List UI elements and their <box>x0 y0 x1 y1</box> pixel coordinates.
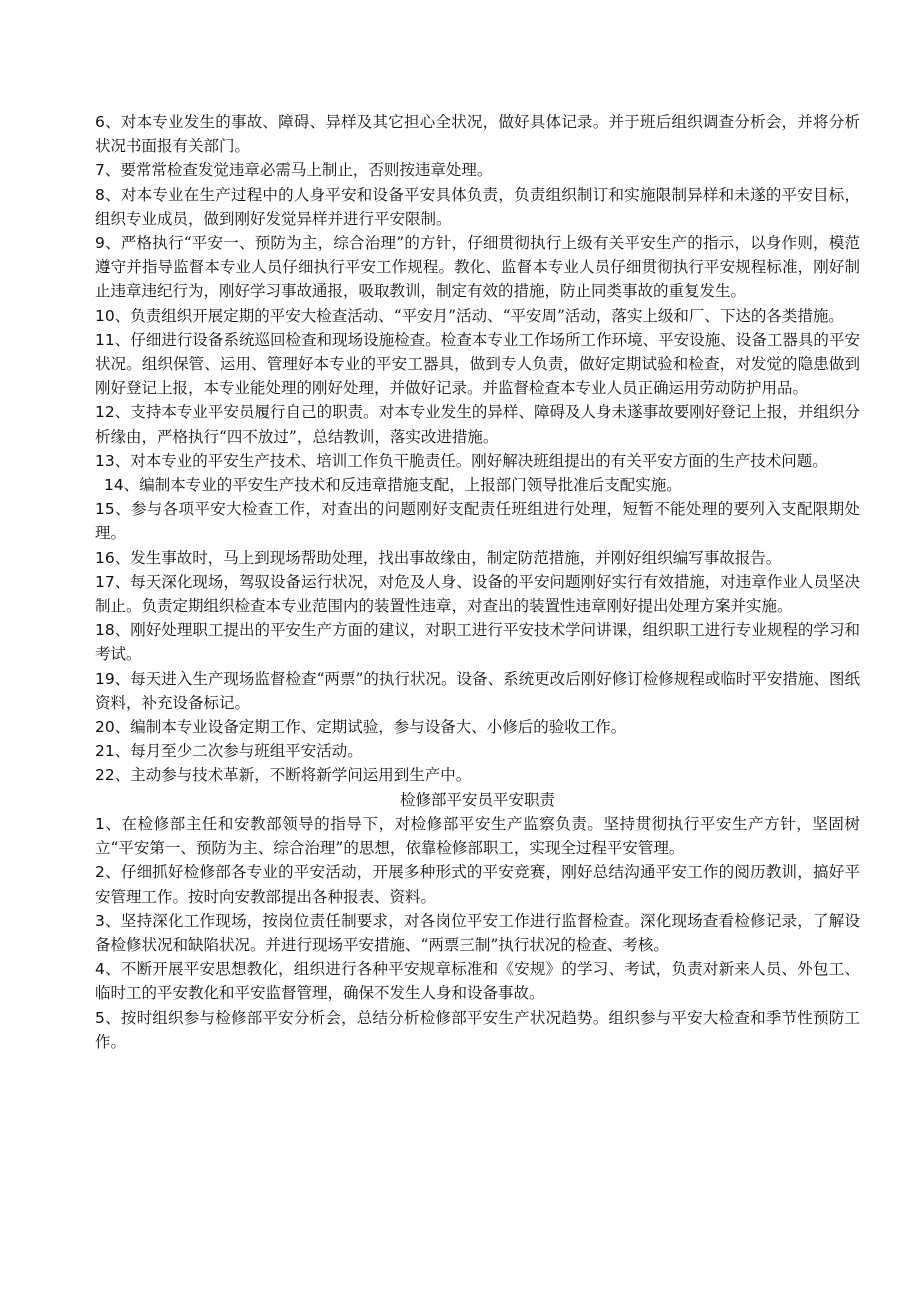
section-title: 检修部平安员平安职责 <box>399 790 555 809</box>
section-safety-officer-duties <box>95 812 860 1054</box>
list-item: 10、负责组织开展定期的平安大检查活动、“平安月”活动、“平安周”活动，落实上级和厂、下达的各类措施。 <box>95 306 844 325</box>
list-item: 13、对本专业的平安生产技术、培训工作负干脆责任。刚好解决班组提出的有关平安方面的生产技术问题。 <box>95 451 828 470</box>
list-item: 5、按时组织参与检修部平安分析会，总结分析检修部平安生产状况趋势。组织参与平安大检查和季节性预防工作。 <box>95 1008 860 1051</box>
list-item: 21、每月至少二次参与班组平安活动。 <box>95 742 363 761</box>
list-item: 2、仔细抓好检修部各专业的平安活动，开展多种形式的平安竞赛，刚好总结沟通平安工作的阅历教训，搞好平安管理工作。按时向安教部提出各种报表、资料。 <box>95 863 860 906</box>
list-item: 8、对本专业在生产过程中的人身平安和设备平安具体负责，负责组织制订和实施限制异样和未遂的平安目标，组织专业成员，做到刚好发觉异样并进行平安限制。 <box>95 185 860 228</box>
list-item: 6、对本专业发生的事故、障碍、异样及其它担心全状况，做好具体记录。并于班后组织调查分析会，并将分析状况书面报有关部门。 <box>95 113 860 156</box>
list-item: 4、不断开展平安思想教化，组织进行各种平安规章标准和《安规》的学习、考试，负责对新来人员、外包工、临时工的平安教化和平安监督管理，确保不发生人身和设备事故。 <box>95 960 860 1003</box>
list-item: 3、坚持深化工作现场，按岗位责任制要求，对各岗位平安工作进行监督检查。深化现场查看检修记录，了解设备检修状况和缺陷状况。并进行现场平安措施、“两票三制”执行状况的检查、考核。 <box>95 911 860 954</box>
list-item: 19、每天进入生产现场监督检查“两票”的执行状况。设备、系统更改后刚好修订检修规程或临时平安措施、图纸资料，补充设备标记。 <box>95 669 860 712</box>
list-item: 9、严格执行“平安一、预防为主，综合治理”的方针，仔细贯彻执行上级有关平安生产的指示，以身作则，模范遵守并指导监督本专业人员仔细执行平安工作规程。教化、监督本专业人员仔细贯彻执行平安规程标准，刚好制止违章违纪行为，刚好学习事故通报，吸取教训，制定有效的措施，防止同类事故的重复发生。 <box>95 234 860 301</box>
list-item: 14、编制本专业的平安生产技术和反违章措施支配，上报部门领导批准后支配实施。 <box>104 476 682 495</box>
list-item: 18、刚好处理职工提出的平安生产方面的建议，对职工进行平安技术学问讲课，组织职工进行专业规程的学习和考试。 <box>95 621 860 664</box>
list-item: 20、编制本专业设备定期工作、定期试验，参与设备大、小修后的验收工作。 <box>95 718 627 737</box>
list-item: 17、每天深化现场，驾驭设备运行状况，对危及人身、设备的平安问题刚好实行有效措施，对违章作业人员坚决制止。负责定期组织检查本专业范围内的装置性违章，对查出的装置性违章刚好提出处理方案并实施。 <box>95 572 860 616</box>
list-item: 22、主动参与技术革新，不断将新学问运用到生产中。 <box>95 766 472 785</box>
list-item: 1、在检修部主任和安教部领导的指导下，对检修部平安生产监察负责。坚持贯彻执行平安生产方针，坚固树立“平安第一、预防为主、综合治理”的思想，依靠检修部职工，实现全过程平安管理。 <box>95 814 860 858</box>
list-item: 15、参与各项平安大检查工作，对查出的问题刚好支配责任班组进行处理，短暂不能处理的要列入支配限期处理。 <box>95 500 860 543</box>
section-general-duties <box>95 110 860 788</box>
list-item: 11、仔细进行设备系统巡回检查和现场设施检查。检查本专业工作场所工作环境、平安设施、设备工器具的平安状况。组织保管、运用、管理好本专业的平安工器具，做到专人负责，做好定期试验和检查，对发觉的隐患做到刚好登记上报，本专业能处理的刚好处理，并做好记录。并监督检查本专业人员正确运用劳动防护用品。 <box>95 330 860 398</box>
document-body <box>95 110 860 1054</box>
list-item: 16、发生事故时，马上到现场帮助处理，找出事故缘由，制定防范措施，并刚好组织编写事故报告。 <box>95 548 782 567</box>
list-item: 7、要常常检查发觉违章必需马上制止，否则按违章处理。 <box>95 161 493 180</box>
list-item: 12、支持本专业平安员履行自己的职责。对本专业发生的异样、障碍及人身未遂事故要刚好登记上报，并组织分析缘由，严格执行“四不放过”，总结教训，落实改进措施。 <box>95 403 860 446</box>
